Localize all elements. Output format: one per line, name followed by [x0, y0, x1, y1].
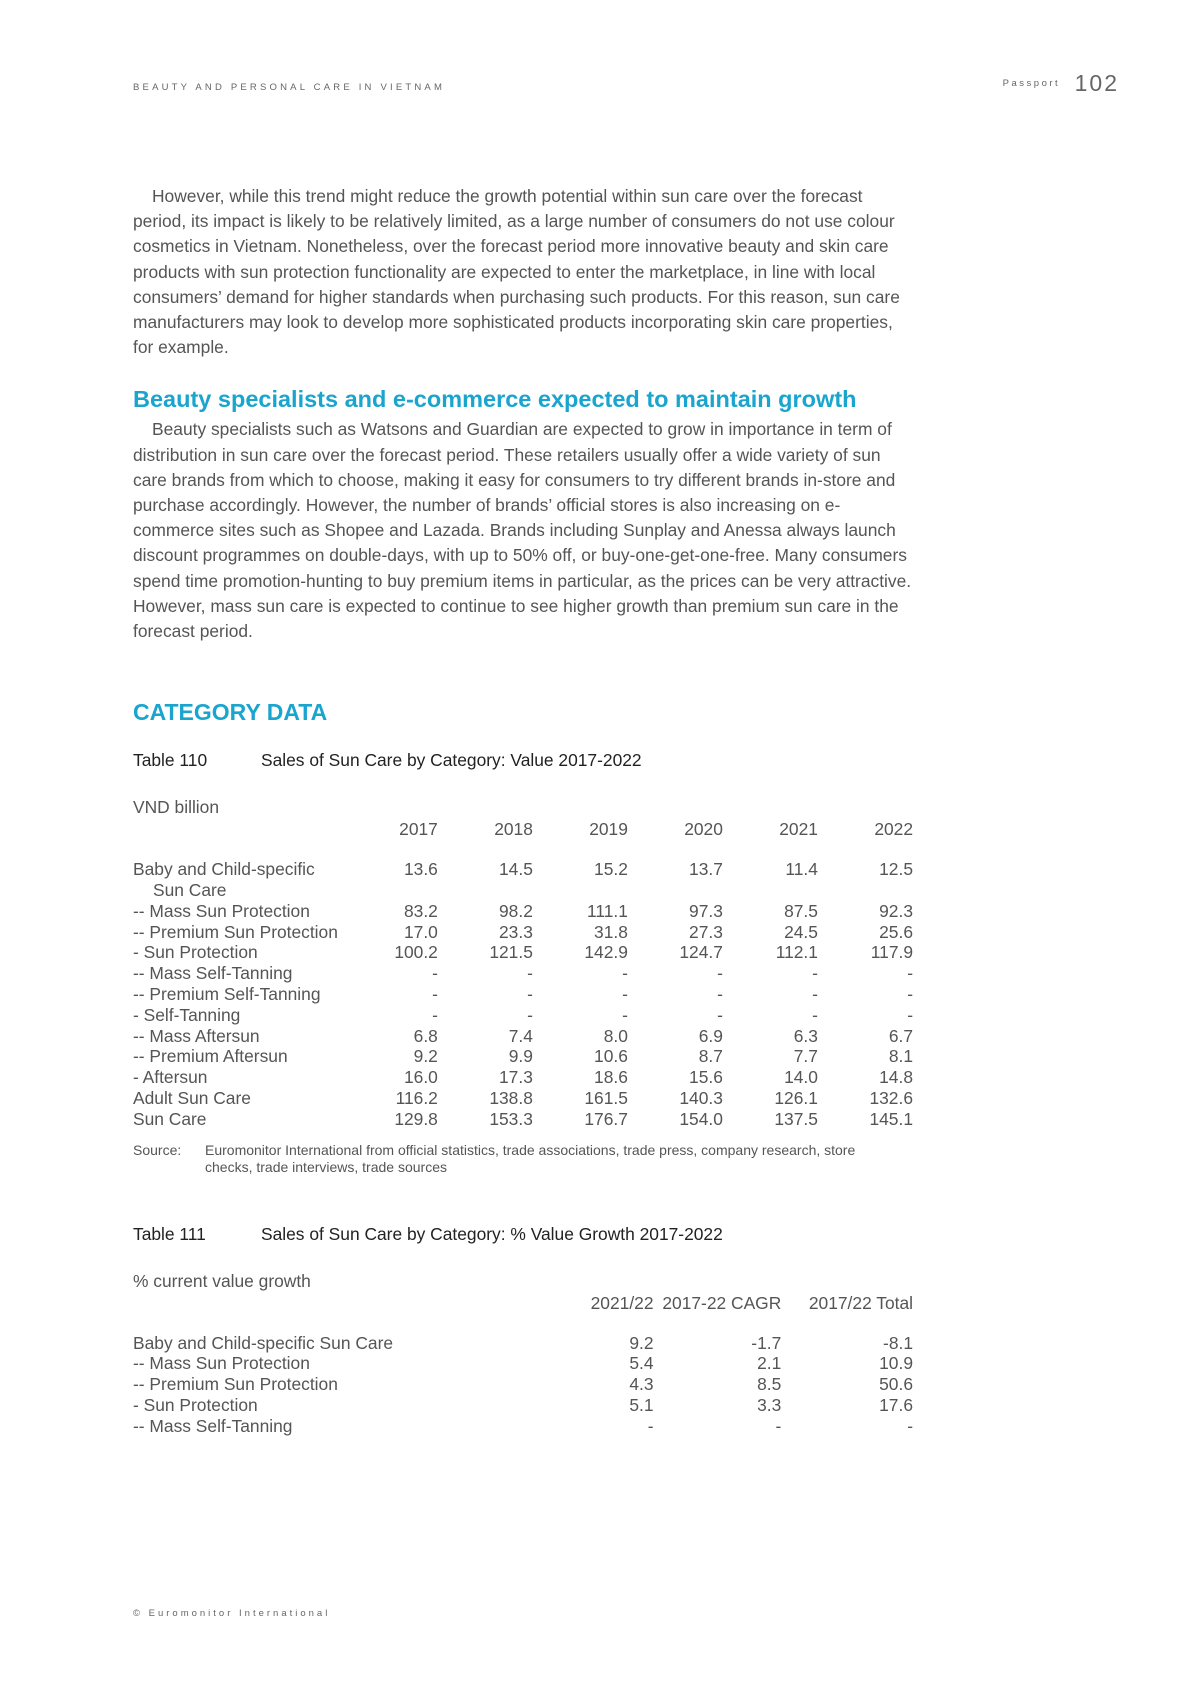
table-111-col-header: 2017/22 Total — [808, 1292, 913, 1313]
table-row — [133, 1353, 913, 1374]
page-number: 102 — [1074, 70, 1119, 96]
table-cell: 14.8 — [879, 1067, 913, 1088]
row-label-line: -- Mass Sun Protection — [133, 900, 310, 921]
table-110-caption — [133, 750, 913, 774]
table-cell: - — [812, 963, 818, 984]
table-row — [133, 1109, 913, 1130]
row-label: -- Mass Self-Tanning — [133, 1415, 293, 1436]
table-cell: 7.7 — [793, 1046, 818, 1067]
table-row — [133, 1088, 913, 1109]
table-cell: - — [622, 984, 628, 1005]
table-cell: 161.5 — [584, 1088, 628, 1109]
table-110-col-header: 2019 — [589, 819, 628, 840]
table-cell: - — [527, 984, 533, 1005]
table-cell: - — [622, 963, 628, 984]
table-cell: 9.9 — [508, 1046, 533, 1067]
table-111-col-header: 2017-22 CAGR — [662, 1292, 782, 1313]
row-label — [133, 922, 343, 943]
table-cell: 13.6 — [404, 859, 438, 880]
row-label — [133, 942, 343, 963]
row-label — [133, 1109, 343, 1130]
table-cell: 6.3 — [793, 1025, 818, 1046]
table-cell: 138.8 — [489, 1088, 533, 1109]
row-label-line: Baby and Child-specific — [133, 859, 315, 880]
row-label — [133, 963, 343, 984]
table-cell: 9.2 — [629, 1332, 654, 1353]
table-cell: 87.5 — [784, 900, 818, 921]
row-label: Baby and Child-specific Sun Care — [133, 1332, 394, 1353]
table-cell: 7.4 — [508, 1025, 533, 1046]
table-cell: 3.3 — [757, 1395, 782, 1415]
table-110-unit: VND billion — [133, 797, 220, 818]
table-cell: 112.1 — [775, 942, 818, 963]
row-label — [133, 984, 343, 1005]
row-label-line: - Aftersun — [133, 1067, 208, 1088]
table-cell: - — [907, 1004, 913, 1025]
table-cell: - — [717, 1004, 723, 1025]
table-cell: 11.4 — [785, 859, 818, 880]
table-110 — [133, 819, 913, 1129]
table-cell: 16.0 — [404, 1067, 438, 1088]
table-cell: 117.9 — [870, 942, 913, 963]
row-label-line: Sun Care — [153, 880, 227, 901]
table-cell: 27.3 — [689, 921, 723, 942]
table-cell: 132.6 — [869, 1088, 913, 1109]
table-110-source — [133, 1142, 913, 1177]
page-header-right — [1003, 70, 1119, 97]
source-label: Source: — [133, 1141, 182, 1158]
table-cell: - — [647, 1415, 654, 1436]
table-cell: - — [622, 1004, 628, 1025]
table-cell: - — [907, 1415, 913, 1436]
table-row — [133, 1395, 913, 1416]
table-cell: 8.1 — [888, 1046, 913, 1067]
table-cell: - — [432, 984, 438, 1005]
table-110-col-header: 2017 — [399, 819, 438, 840]
table-cell: 126.1 — [774, 1088, 818, 1109]
row-label-line: -- Mass Aftersun — [133, 1025, 260, 1046]
table-cell: 24.5 — [784, 921, 818, 942]
table-cell: 17.6 — [879, 1395, 913, 1415]
table-cell: 10.9 — [879, 1353, 913, 1374]
table-111-title: Sales of Sun Care by Category: % Value Growth 2017-2022 — [261, 1223, 723, 1244]
table-row — [133, 1374, 913, 1395]
table-cell: 14.0 — [784, 1067, 818, 1088]
footer-copyright: © Euromonitor International — [133, 1608, 331, 1619]
table-row — [133, 984, 913, 1005]
table-cell: 13.7 — [689, 859, 723, 880]
row-label-line: Sun Care — [133, 1108, 207, 1129]
table-cell: -8.1 — [883, 1332, 913, 1353]
table-cell: 92.3 — [879, 900, 913, 921]
row-label: -- Mass Sun Protection — [133, 1353, 310, 1374]
row-label-line: - Sun Protection — [133, 942, 258, 963]
row-label-line: -- Mass Self-Tanning — [133, 963, 293, 984]
row-label-line: -- Premium Sun Protection — [133, 921, 338, 942]
table-cell: - — [717, 984, 723, 1005]
table-cell: 121.5 — [489, 942, 533, 963]
table-cell: - — [812, 1004, 818, 1025]
table-111-header-spacer — [133, 1293, 510, 1333]
row-label — [133, 1088, 343, 1109]
paragraph-1: However, while this trend might reduce the growth potential within sun care over the forecast period, its impact is likely to be relatively limited, as a large number of consumers do not use colour cosmetics in Vietnam. Nonetheless, over the forecast period more innovative beauty and skin care products with sun protection functionality are expected to enter the marketplace, in line with local consumers’ demand for higher standards when purchasing such products. For this reason, sun care manufacturers may look to develop more sophisticated products incorporating skin care properties, for example. — [133, 186, 900, 358]
table-row — [133, 1046, 913, 1067]
table-cell: 50.6 — [879, 1374, 913, 1395]
table-cell: 140.3 — [679, 1088, 723, 1109]
table-111 — [133, 1293, 913, 1437]
table-cell: 5.1 — [629, 1395, 654, 1415]
source-text: Euromonitor International from official statistics, trade associations, trade press, company research, store checks, trade interviews, trade sources — [205, 1141, 856, 1176]
table-cell: - — [432, 1004, 438, 1025]
table-row — [133, 1333, 913, 1354]
row-label-line: - Self-Tanning — [133, 1004, 241, 1025]
table-cell: 12.5 — [879, 859, 913, 880]
table-cell: 17.3 — [499, 1067, 533, 1088]
table-row — [133, 1005, 913, 1026]
row-label: -- Premium Sun Protection — [133, 1374, 338, 1395]
table-cell: - — [812, 984, 818, 1005]
table-row — [133, 901, 913, 922]
table-cell: -1.7 — [751, 1332, 782, 1353]
table-110-number: Table 110 — [133, 750, 208, 771]
page-content — [133, 184, 913, 1437]
table-cell: 8.5 — [757, 1374, 782, 1395]
row-label — [133, 859, 343, 901]
table-cell: 124.7 — [679, 942, 723, 963]
table-cell: 2.1 — [757, 1353, 782, 1374]
table-cell: 153.3 — [489, 1108, 533, 1129]
table-111-unit: % current value growth — [133, 1270, 311, 1291]
table-cell: 6.9 — [698, 1025, 723, 1046]
table-cell: 83.2 — [404, 900, 438, 921]
row-label — [133, 1005, 343, 1026]
table-cell: 98.2 — [499, 900, 533, 921]
table-cell: 116.2 — [395, 1088, 438, 1109]
table-cell: 129.8 — [394, 1108, 438, 1129]
table-row — [133, 859, 913, 901]
table-cell: 9.2 — [413, 1046, 438, 1067]
table-111-col-header: 2021/22 — [590, 1292, 654, 1313]
table-cell: 6.8 — [413, 1025, 438, 1046]
table-cell: 4.3 — [629, 1374, 654, 1395]
table-110-col-header: 2020 — [684, 819, 723, 840]
table-row — [133, 1416, 913, 1437]
table-row — [133, 922, 913, 943]
table-cell: 176.7 — [584, 1108, 628, 1129]
table-cell: 8.7 — [698, 1046, 723, 1067]
table-cell: - — [907, 963, 913, 984]
table-111-caption — [133, 1224, 913, 1248]
row-label — [133, 1067, 343, 1088]
table-110-col-header: 2021 — [779, 819, 818, 840]
table-cell: - — [907, 984, 913, 1005]
passport-label: Passport — [1002, 78, 1061, 89]
table-cell: 137.5 — [774, 1108, 818, 1129]
row-label-line: -- Premium Self-Tanning — [133, 984, 321, 1005]
table-cell: 97.3 — [689, 900, 723, 921]
table-cell: 15.6 — [689, 1067, 723, 1088]
table-110-header-spacer — [133, 819, 343, 859]
table-cell: 5.4 — [629, 1353, 654, 1374]
row-label-line: -- Premium Aftersun — [133, 1046, 288, 1067]
table-row — [133, 1026, 913, 1047]
table-cell: - — [775, 1415, 782, 1436]
section-subheading: Beauty specialists and e-commerce expected to maintain growth — [133, 386, 857, 413]
row-label — [133, 901, 343, 922]
table-110-col-header: 2018 — [494, 819, 533, 840]
table-cell: 25.6 — [879, 921, 913, 942]
table-cell: 18.6 — [594, 1067, 628, 1088]
table-cell: - — [717, 963, 723, 984]
report-title: BEAUTY AND PERSONAL CARE IN VIETNAM — [133, 82, 446, 93]
table-110-col-header: 2022 — [874, 819, 913, 840]
table-cell: 111.1 — [586, 900, 628, 921]
table-cell: 145.1 — [869, 1108, 913, 1129]
table-cell: 154.0 — [679, 1108, 723, 1129]
paragraph-2: Beauty specialists such as Watsons and Guardian are expected to grow in importance in term of distribution in sun care over the forecast period. These retailers usually offer a wide variety of sun care brands from which to choose, making it easy for consumers to try different brands in-store and purchase accordingly. However, the number of brands’ official stores is also increasing on e-commerce sites such as Shopee and Lazada. Brands including Sunplay and Anessa always launch discount programmes on double-days, with up to 50% off, or buy-one-get-one-free. Many consumers spend time promotion-hunting to buy premium items in particular, as the prices can be very attractive. However, mass sun care is expected to continue to see higher growth than premium sun care in the forecast period. — [133, 419, 912, 642]
row-label — [133, 1046, 343, 1067]
table-row — [133, 963, 913, 984]
row-label-line: Adult Sun Care — [133, 1088, 251, 1109]
table-cell: 10.6 — [594, 1046, 628, 1067]
table-cell: 8.0 — [603, 1025, 628, 1046]
table-row — [133, 1067, 913, 1088]
table-110-title: Sales of Sun Care by Category: Value 2017-2022 — [261, 750, 642, 771]
table-row — [133, 942, 913, 963]
table-cell: - — [527, 963, 533, 984]
table-cell: - — [527, 1004, 533, 1025]
category-data-heading: CATEGORY DATA — [133, 699, 328, 726]
table-cell: 14.5 — [499, 859, 533, 880]
row-label: - Sun Protection — [133, 1395, 258, 1415]
table-cell: 142.9 — [584, 942, 628, 963]
table-cell: 31.8 — [594, 921, 628, 942]
table-cell: - — [432, 963, 438, 984]
table-cell: 15.2 — [594, 859, 628, 880]
table-111-number: Table 111 — [133, 1223, 206, 1244]
table-cell: 6.7 — [888, 1025, 913, 1046]
table-cell: 17.0 — [404, 921, 438, 942]
table-cell: 100.2 — [394, 942, 438, 963]
row-label — [133, 1026, 343, 1047]
table-cell: 23.3 — [499, 921, 533, 942]
